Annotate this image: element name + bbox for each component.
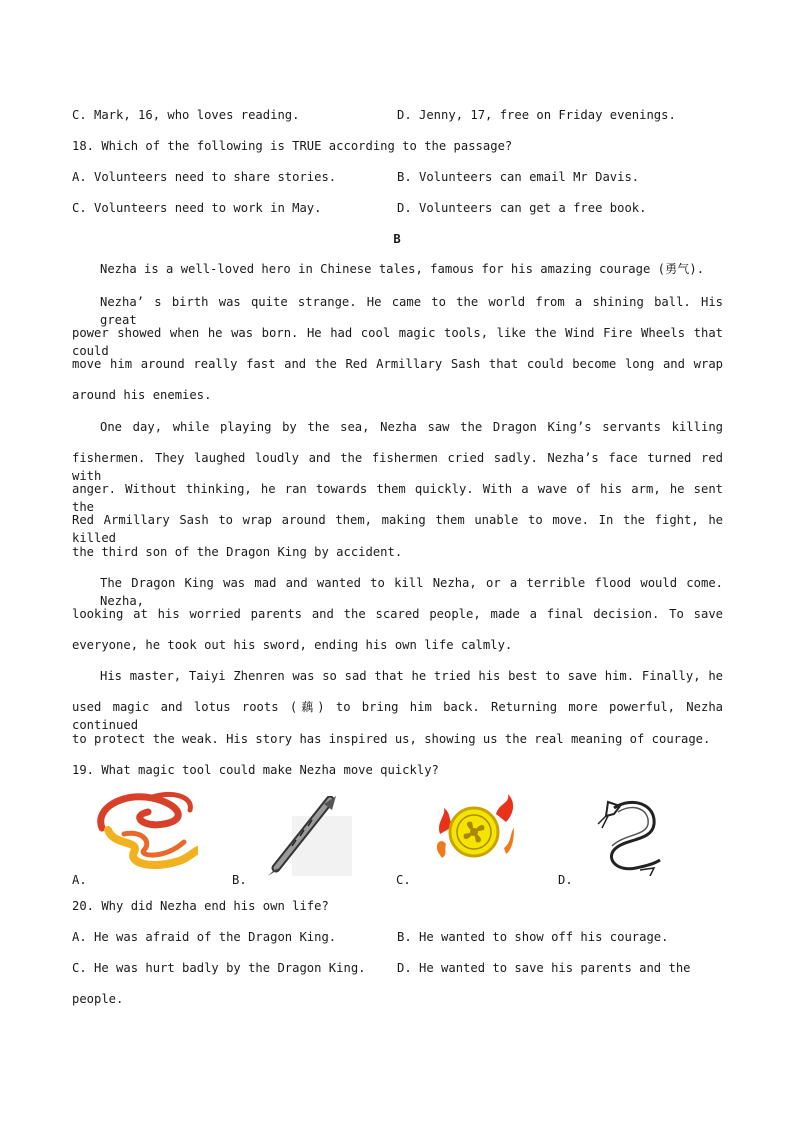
q20-question: 20. Why did Nezha end his own life? (72, 899, 329, 913)
paragraph-3-line-2: fishermen. They laughed loudly and the fishermen cried sadly. Nezha’s face turned red with (72, 451, 723, 483)
q19-option-d-label: D. (558, 873, 573, 887)
paragraph-2-line-4: around his enemies. (72, 388, 212, 402)
q19-option-a-label: A. (72, 873, 87, 887)
paragraph-3-line-4: Red Armillary Sash to wrap around them, making them unable to move. In the fight, he killed (72, 513, 723, 545)
q19-question: 19. What magic tool could make Nezha move quickly? (72, 763, 439, 777)
paragraph-2-line-3: move him around really fast and the Red Armillary Sash that could become long and wrap (72, 357, 723, 371)
paragraph-1: Nezha is a well-loved hero in Chinese tales, famous for his amazing courage (勇气). (100, 262, 705, 276)
paragraph-2-line-1: Nezha’ s birth was quite strange. He came to the world from a shining ball. His great (100, 295, 723, 327)
paragraph-2-line-2: power showed when he was born. He had cool magic tools, like the Wind Fire Wheels that could (72, 326, 723, 358)
q20-option-d: D. He wanted to save his parents and the (397, 961, 691, 975)
wind-fire-wheel-image (434, 792, 514, 862)
paragraph-4-line-2: looking at his worried parents and the scared people, made a final decision. To save (72, 607, 723, 621)
dragon-image (584, 794, 664, 876)
q18-question: 18. Which of the following is TRUE according to the passage? (72, 139, 513, 153)
q20-option-c: C. He was hurt badly by the Dragon King. (72, 961, 366, 975)
section-heading: B (393, 232, 401, 246)
paragraph-3-line-5: the third son of the Dragon King by accident. (72, 545, 403, 559)
q18-option-d: D. Volunteers can get a free book. (397, 201, 647, 215)
q19-option-c-label: C. (396, 873, 411, 887)
paragraph-5-line-2: used magic and lotus roots (藕) to bring him back. Returning more powerful, Nezha continued (72, 700, 723, 732)
q18-option-a: A. Volunteers need to share stories. (72, 170, 337, 184)
q20-option-b: B. He wanted to show off his courage. (397, 930, 669, 944)
q18-option-b: B. Volunteers can email Mr Davis. (397, 170, 640, 184)
paragraph-3-line-3: anger. Without thinking, he ran towards them quickly. With a wave of his arm, he sent the (72, 482, 723, 514)
q17-option-d: D. Jenny, 17, free on Friday evenings. (397, 108, 676, 122)
paragraph-5-line-3: to protect the weak. His story has inspired us, showing us the real meaning of courage. (72, 732, 711, 746)
paragraph-4-line-3: everyone, he took out his sword, ending his own life calmly. (72, 638, 513, 652)
paragraph-5-line-1: His master, Taiyi Zhenren was so sad that he tried his best to save him. Finally, he (100, 669, 723, 683)
red-sash-image (94, 790, 198, 870)
paragraph-4-line-1: The Dragon King was mad and wanted to kill Nezha, or a terrible flood would come. Nezha, (100, 576, 723, 608)
q17-option-c: C. Mark, 16, who loves reading. (72, 108, 300, 122)
q20-option-d-continued: people. (72, 992, 124, 1006)
q18-option-c: C. Volunteers need to work in May. (72, 201, 322, 215)
spear-image (262, 796, 352, 876)
q19-option-b-label: B. (232, 873, 247, 887)
paragraph-3-line-1: One day, while playing by the sea, Nezha saw the Dragon King’s servants killing (100, 420, 723, 434)
q20-option-a: A. He was afraid of the Dragon King. (72, 930, 337, 944)
